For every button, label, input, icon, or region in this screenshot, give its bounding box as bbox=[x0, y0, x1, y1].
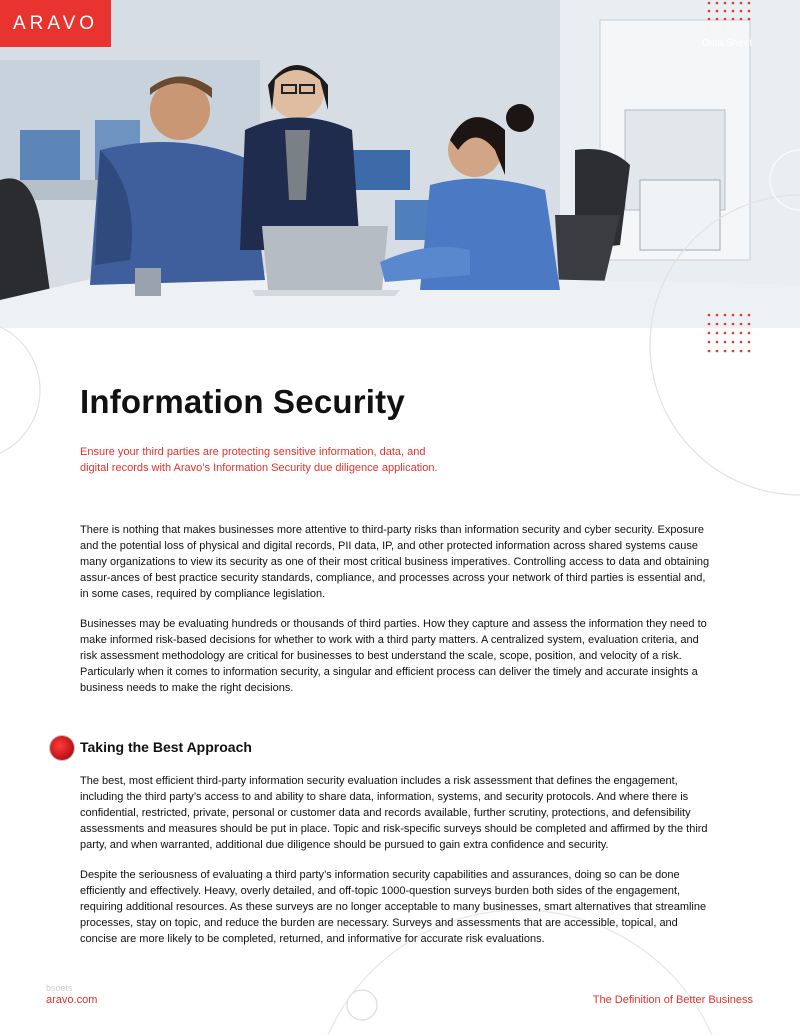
footer-website-link[interactable]: aravo.com bbox=[46, 994, 98, 1006]
footer-small-text: bsoets bbox=[46, 983, 73, 993]
body-paragraph-2: Businesses may be evaluating hundreds or thousands of third parties. How they capture and assess the information they need to make informed risk-based decisions for whether to work with a third party matters. A centralized system, evaluation criteria, and risk assessment methodology are critical for businesses to best understand the scale, scope, position, and velocity of a risk. Particularly when it comes to information security, a singular and efficient process can deliver the timely and accurate insights a business needs to make the right decisions. bbox=[80, 618, 707, 694]
document-type-label: Data Sheet bbox=[702, 38, 753, 49]
section-title: Taking the Best Approach bbox=[80, 739, 252, 755]
section-paragraph-1: The best, most efficient third-party information security evaluation includes a risk assessment that defines the engagement, including the third party’s access to and ability to share data, information, systems, and security protocols. And where there is confidential, restricted, private, personal or customer data and records available, further scrutiny, protections, and defensibility assessments and measures should be put in place. Topic and risk-specific surveys should be completed and affirmed by the third party, and when warranted, additional due diligence should be pursued to gain extra confidence and security. bbox=[80, 775, 708, 851]
office-meeting-illustration bbox=[0, 0, 800, 328]
aravo-logo bbox=[0, 0, 111, 47]
intro-text: Ensure your third parties are protecting sensitive information, data, and digital records with Aravo’s Information Security due diligence application. bbox=[80, 446, 438, 474]
logo-text: ARAVO bbox=[12, 12, 99, 34]
footer-tagline: The Definition of Better Business bbox=[592, 994, 753, 1006]
dot-grid-middle-icon bbox=[706, 312, 756, 358]
hero-photo bbox=[0, 0, 800, 328]
section-paragraph-2: Despite the seriousness of evaluating a third party’s information security capabilities and assurances, doing so can be done efficiently and effectively. Heavy, overly detailed, and off-topic 1000-question surveys burden both sides of the engagement, requiring additional resources. As these surveys are no longer acceptable to many businesses, smart alternatives that streamline processes, stay on topic, and reduce the burden are necessary. Surveys and assessments that are accessible, topical, and concise are more likely to be completed, returned, and informative for accurate risk evaluations. bbox=[80, 869, 707, 945]
dot-grid-top-icon bbox=[706, 0, 756, 22]
page-title: Information Security bbox=[80, 383, 405, 420]
red-sphere-icon bbox=[50, 736, 74, 760]
body-paragraph-1: There is nothing that makes businesses more attentive to third-party risks than information security and cyber security. Exposure and the potential loss of physical and digital records, PII data, IP, and other protected information across shared systems cause many organizations to view its security as one of their most critical business imperatives. Controlling access to data and obtaining assur-ances of best practice security standards, compliance, and processes across your network of third parties is essential and, in some cases, required by compliance legislation. bbox=[80, 524, 710, 600]
